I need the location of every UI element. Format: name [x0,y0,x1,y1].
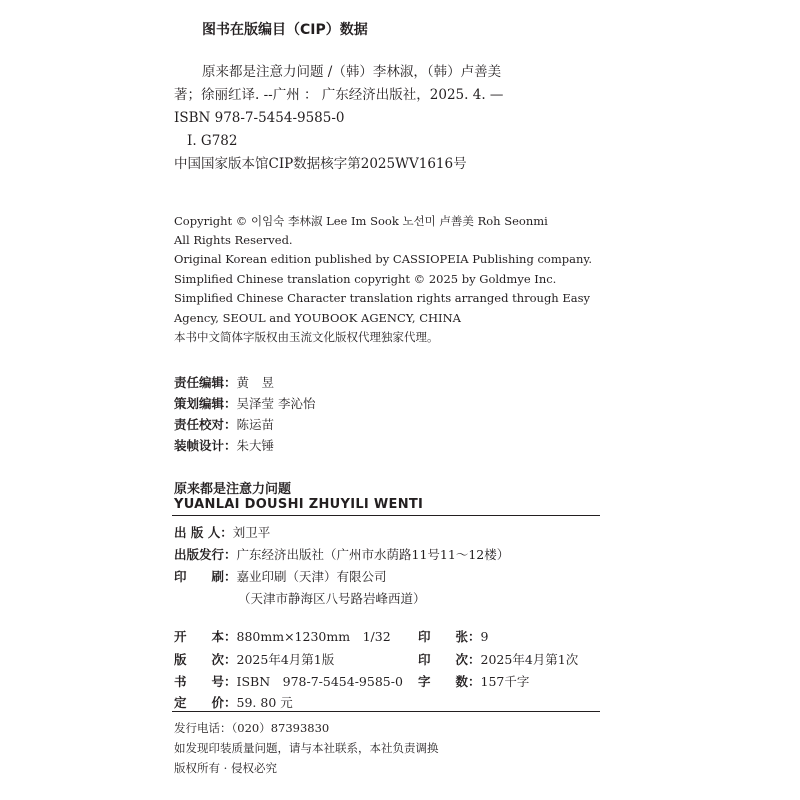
spec-value: 157千字 [480,674,530,689]
copyright-line: Simplified Chinese translation copyright © 2025 by Goldmye Inc. [174,272,557,286]
publishing-row [174,544,509,565]
cip-heading: 图书在版编目（CIP）数据 [202,22,368,38]
spec-value: 2025年4月第1次 [480,652,579,667]
book-title-cn: 原来都是注意力问题 [174,482,292,497]
copyright-line: All Rights Reserved. [174,233,293,247]
spec-value: 9 [480,629,489,644]
staff-value: 黄 昱 [236,375,275,390]
cip-line-class: Ⅰ. G782 [187,133,238,149]
publishing-value: 嘉业印刷（天津）有限公司 [236,569,387,584]
spec-label: 版 次： [174,652,237,667]
spec-row [418,627,488,645]
staff-row [174,435,274,456]
cip-line-isbn: ISBN 978-7-5454-9585-0 [174,110,345,126]
staff-label: 责任编辑： [174,375,237,390]
divider-rule [172,515,600,516]
spec-label: 印 张： [418,629,481,644]
staff-label: 策划编辑： [174,396,237,411]
cip-line-authors: 著；徐丽红译. --广州 ： 广东经济出版社，2025. 4. — [174,87,504,103]
staff-row [174,414,274,435]
quality-notice: 如发现印装质量问题，请与本社联系，本社负责调换 [174,741,439,755]
copyright-line: Agency, SEOUL and YOUBOOK AGENCY, CHINA [174,311,461,325]
publishing-label: 出 版 人： [174,525,233,540]
spec-value: 59. 80 元 [236,695,293,710]
spec-row [174,627,391,645]
publishing-label: 出版发行： [174,547,237,562]
staff-value: 陈运苗 [236,417,275,432]
spec-label: 定 价： [174,695,237,710]
spec-value: 2025年4月第1版 [236,652,335,667]
spec-label: 书 号： [174,674,237,689]
publishing-row [174,566,387,587]
staff-label: 装帧设计： [174,438,237,453]
book-title-pinyin: YUANLAI DOUSHI ZHUYILI WENTI [174,497,424,512]
staff-row [174,372,274,393]
spec-label: 开 本： [174,629,237,644]
spec-value: 880mm×1230mm 1/32 [236,629,391,644]
spec-row [174,693,293,711]
cip-line-title: 原来都是注意力问题 /（韩）李林淑，（韩）卢善美 [202,64,502,80]
spec-row [174,650,334,668]
staff-value: 朱大锤 [236,438,275,453]
staff-label: 责任校对： [174,417,237,432]
copyright-line: Original Korean edition published by CASSIOPEIA Publishing company. [174,252,592,266]
rights-notice: 版权所有 · 侵权必究 [174,761,277,775]
spec-label: 印 次： [418,652,481,667]
spec-row [418,672,529,690]
publishing-value: 刘卫平 [232,525,271,540]
copyright-line: Simplified Chinese Character translation rights arranged through Easy [174,291,591,305]
publishing-row [174,522,270,543]
copyright-line: Copyright © 이임숙 李林淑 Lee Im Sook 노선미 卢善美 Roh Seonmi [174,214,548,228]
spec-row [418,650,578,668]
staff-row [174,393,316,414]
cip-line-number: 中国国家版本馆CIP数据核字第2025WV1616号 [174,156,467,172]
publishing-label: 印 刷： [174,569,237,584]
spec-value: ISBN 978-7-5454-9585-0 [236,674,403,689]
divider-rule [172,711,600,712]
distribution-phone: 发行电话：（020）87393830 [174,721,330,735]
spec-label: 字 数： [418,674,481,689]
publishing-value: 广东经济出版社（广州市水荫路11号11～12楼） [236,547,510,562]
staff-value: 吴泽莹 李沁怡 [236,396,316,411]
spec-row [174,672,403,690]
copyright-line: 本书中文简体字版权由玉流文化版权代理独家代理。 [174,330,439,344]
printer-address: （天津市静海区八号路岩峰西道） [238,591,426,606]
